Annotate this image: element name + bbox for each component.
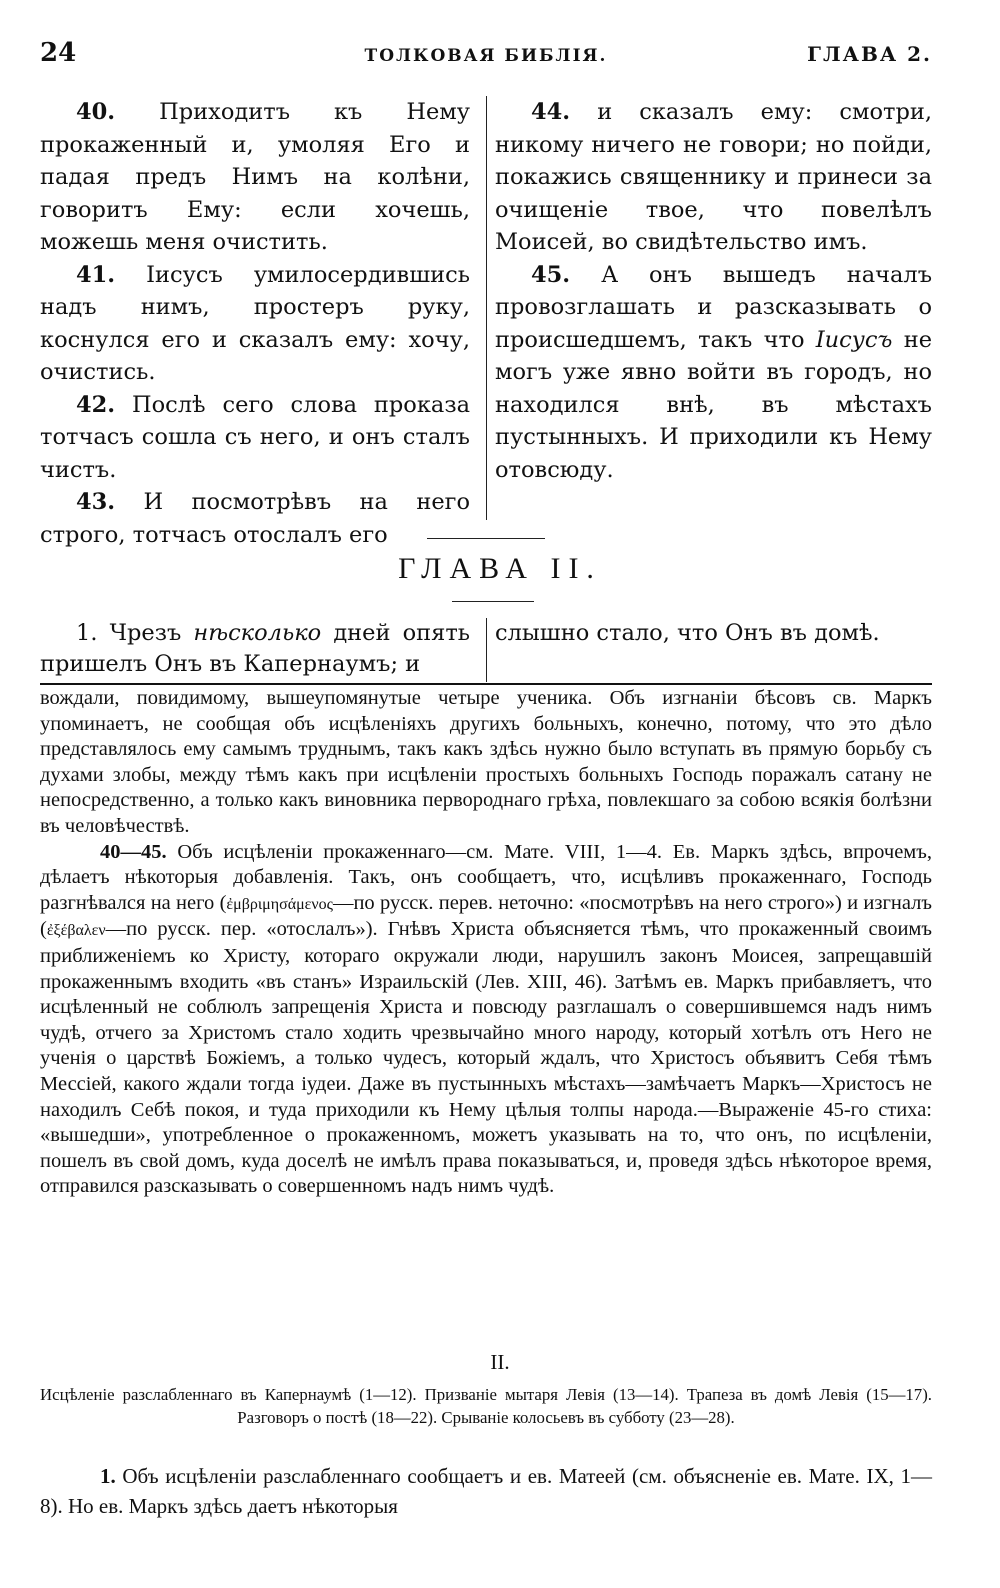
verse-text: И посмотрѣвъ на него строго, тотчасъ отослалъ его xyxy=(40,489,470,548)
verse-41 xyxy=(40,259,470,389)
verse-number: 1. xyxy=(76,620,98,646)
chapter-label: ГЛАВА 2. xyxy=(807,42,932,66)
verse-text: дней опять пришелъ Онъ въ Капернаумъ; и xyxy=(40,620,471,677)
verse-reference: 1. xyxy=(100,1464,116,1488)
verse-40 xyxy=(40,96,470,259)
verse-number: 43. xyxy=(76,489,116,515)
verse-number: 40. xyxy=(76,99,116,125)
running-title: ТОЛКОВАЯ БИБЛІЯ. xyxy=(364,46,608,66)
verse-italic: нѣсколько xyxy=(193,620,322,646)
verse-text: и сказалъ ему: смотри, никому ничего не говори; но пойди, покажись священнику и принеси за очищеніе твое, что повелѣлъ Моисей, во свидѣтельство имъ. xyxy=(495,99,932,255)
verse-text: не могъ уже явно войти въ городъ, но находился внѣ, въ мѣстахъ пустынныхъ. И приходили къ Нему отовсюду. xyxy=(495,326,933,483)
verse-number: 45. xyxy=(531,261,571,288)
commentary-text: —по русск. перев. неточно: «посмотрѣвъ на него строго») и изгналъ ( xyxy=(40,891,932,941)
verse-number: 41. xyxy=(76,261,116,288)
verse-44 xyxy=(495,96,932,259)
commentary-paragraph: вождали, повидимому, вышеупомянутые четыре ученика. Объ изгнаніи бѣсовъ св. Маркъ упоминаетъ, не сообщая объ исцѣленіяхъ другихъ больныхъ, конечно, потому, что это дѣло представлялось ему самымъ труднымъ, такъ какъ здѣсь нужно было вступать въ прямую борьбу съ духами злобы, между тѣмъ какъ при исцѣленіи простыхъ больныхъ Господь поражалъ сатану не непосредственно, а только какъ виновника первороднаго грѣха, повлекшаго за собою всякія болѣзни въ человѣчествѣ. xyxy=(40,687,932,837)
commentary-text: —по русск. пер. «отослалъ»). Гнѣвъ Христа объясняется тѣмъ, что прокаженный своимъ приближеніемъ ко Христу, котораго окружали люди, нарушилъ законъ Моисея, запрещавшій прокаженнымъ входить «въ станъ» Израильскій (Лев. XIII, 46). Затѣмъ ев. Маркъ прибавляетъ, что исцѣленный не соблюлъ запрещенія Христа и повсюду разглашалъ о совершившемся надъ нимъ чудѣ, отчего за Христомъ стало ходить чрезвычайно много народу, который хотѣлъ отъ Него не ученія о царствѣ Божіемъ, а только чудесъ, который ждалъ, что Христосъ объявитъ Себя тѣмъ Мессіей, какого ждали тогда іудеи. Даже въ пустынныхъ мѣстахъ—замѣчаетъ Маркъ—Христосъ не находилъ Себѣ покоя, и туда приходили къ Нему цѣлыя толпы народа.—Выраженіе 45-го стиха: «вышедши», употребленное о прокаженномъ, можетъ указывать на то, что онъ, по исцѣленіи, пошелъ въ свой домъ, куда доселѣ не имѣлъ права показываться, и, проведя здѣсь нѣкоторое время, отправился разсказывать о совершенномъ надъ нимъ чудѣ. xyxy=(40,918,932,1198)
right-column xyxy=(495,96,932,486)
verse-text: Іисусъ умилосердившись надъ нимъ, простеръ руку, коснулся его и сказалъ ему: хочу, очистись. xyxy=(40,261,470,385)
commentary xyxy=(40,686,932,1200)
divider-rule xyxy=(452,601,534,602)
commentary-rule xyxy=(40,683,932,685)
greek-word: ἐξέβαλεν xyxy=(46,922,106,940)
commentary-text: Объ исцѣленіи разслабленнаго сообщаетъ и ев. Матеей (см. объясненіе ев. Мате. IX, 1—8). Но ев. Маркъ здѣсь даетъ нѣкоторыя xyxy=(40,1464,933,1518)
verse-number: 42. xyxy=(76,391,116,418)
column-divider xyxy=(486,618,487,682)
verse-1-continued: слышно стало, что Онъ въ домѣ. xyxy=(495,620,880,646)
column-divider xyxy=(486,96,487,520)
left-column xyxy=(40,618,470,680)
verse-1 xyxy=(40,618,470,680)
verse-italic: Іисусъ xyxy=(815,326,893,353)
page-number: 24 xyxy=(40,38,77,68)
verse-43 xyxy=(40,486,470,551)
page-header xyxy=(40,38,932,72)
chapter-heading: ГЛАВА II. xyxy=(398,552,602,585)
verse-text: Приходитъ къ Нему прокаженный и, умоляя Его и падая предъ Нимъ на колѣни, говоритъ Ему: если хочешь, можешь меня очистить. xyxy=(40,99,471,255)
chapter-verse-1 xyxy=(40,618,932,682)
commentary-paragraph xyxy=(40,840,932,1200)
chapter-summary: Исцѣленіе разслабленнаго въ Капернаумѣ (1—12). Призваніе мытаря Левія (13—14). Трапеза въ домѣ Левія (15—17). Разговоръ о постѣ (18—22). Срываніе колосьевъ въ субботу (23—28). xyxy=(40,1385,932,1427)
verse-45 xyxy=(495,259,932,487)
divider-rule xyxy=(427,538,545,539)
verse-text: Чрезъ xyxy=(109,620,182,646)
greek-word: ἐμβριμησάμενος xyxy=(226,895,333,913)
verse-text: А онъ вышедъ началъ провозглашать и разсказывать о происшедшемъ, такъ что xyxy=(495,261,933,353)
verse-number: 44. xyxy=(531,99,571,125)
verse-reference: 40—45. xyxy=(100,840,167,863)
commentary-text: Объ исцѣленіи прокаженнаго—см. Мате. VIII, 1—4. Ев. Маркъ здѣсь, впрочемъ, дѣлаетъ нѣкоторыя добавленія. Такъ, онъ сообщаетъ, что, исцѣливъ прокаженнаго, Господь разгнѣвался на него ( xyxy=(40,840,933,914)
verse-text: Послѣ сего слова проказа тотчасъ сошла съ него, и онъ сталъ чистъ. xyxy=(40,391,471,483)
left-column xyxy=(40,96,470,551)
section-numeral: II. xyxy=(490,1350,510,1374)
verse-columns xyxy=(40,96,933,548)
verse-42 xyxy=(40,389,470,487)
right-column xyxy=(495,618,932,649)
commentary-paragraph xyxy=(40,1461,932,1521)
